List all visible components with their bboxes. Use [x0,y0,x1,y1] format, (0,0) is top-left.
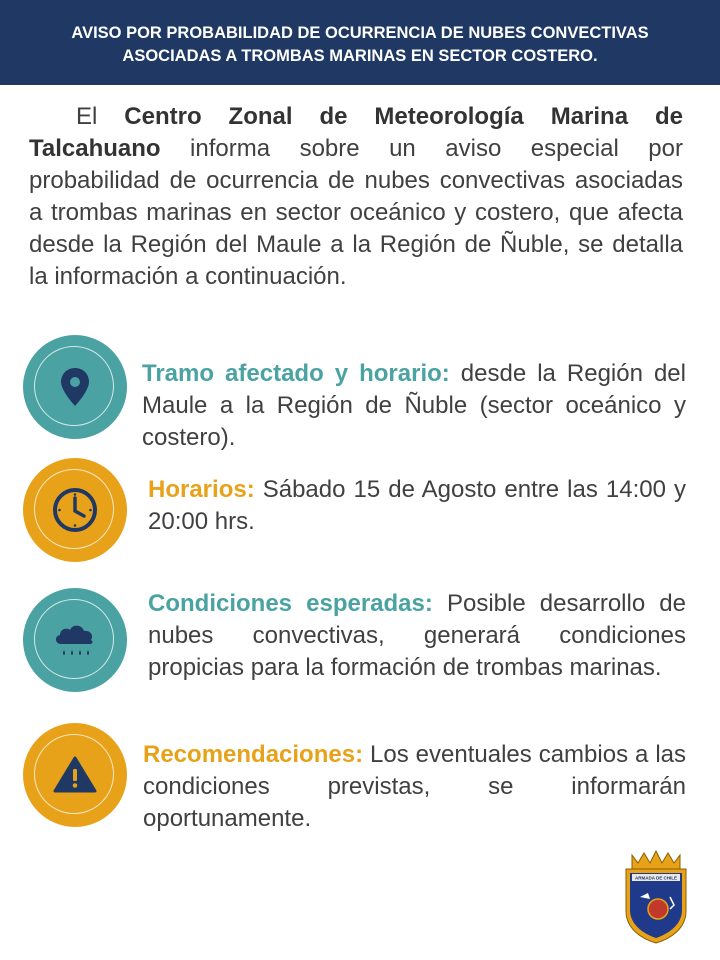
location-icon-circle [23,335,127,439]
intro-paragraph [29,101,683,293]
navy-crest-logo [620,849,692,945]
warning-icon-circle [23,723,127,827]
item-horarios-lead: Horarios: [148,476,255,503]
intro-text: informa sobre un aviso especial por probabilidad de ocurrencia de nubes convectivas asociadas a trombas marinas en sector oceánico y costero, que afecta desde la Región del Maule a la Región de Ñuble, se detalla la información a continuación. [29,135,683,290]
item-horarios [148,474,686,538]
item-recomendaciones-lead: Recomendaciones: [143,741,364,768]
item-tramo-text: desde la Región del Maule a la Región de Ñuble (sector oceánico y costero). [142,360,686,451]
intro-organization: Centro Zonal de Meteorología Marina de Talcahuano [29,103,683,162]
warning-icon [45,745,105,805]
item-condiciones-lead: Condiciones esperadas: [148,590,433,617]
item-tramo [142,358,686,454]
clock-icon-circle [23,458,127,562]
item-recomendaciones [143,739,686,835]
item-tramo-lead: Tramo afectado y horario: [142,360,450,387]
title-line-2: ASOCIADAS A TROMBAS MARINAS EN SECTOR COSTERO. [122,47,598,65]
title-banner [0,0,720,85]
clock-icon [45,480,105,540]
title-line-1: AVISO POR PROBABILIDAD DE OCURRENCIA DE NUBES CONVECTIVAS [71,24,649,42]
item-condiciones [148,588,686,684]
item-horarios-text: Sábado 15 de Agosto entre las 14:00 y 20:00 hrs. [148,476,686,535]
item-condiciones-text: Posible desarrollo de nubes convectivas, generará condiciones propicias para la formación de trombas marinas. [148,590,686,681]
crest-text: ARMADA DE CHILE [634,875,678,881]
location-pin-icon [45,357,105,417]
item-recomendaciones-text: Los eventuales cambios a las condiciones previstas, se informarán oportunamente. [143,741,686,832]
rain-icon-circle [23,588,127,692]
intro-prefix: El [76,103,125,130]
rain-cloud-icon [45,610,105,670]
